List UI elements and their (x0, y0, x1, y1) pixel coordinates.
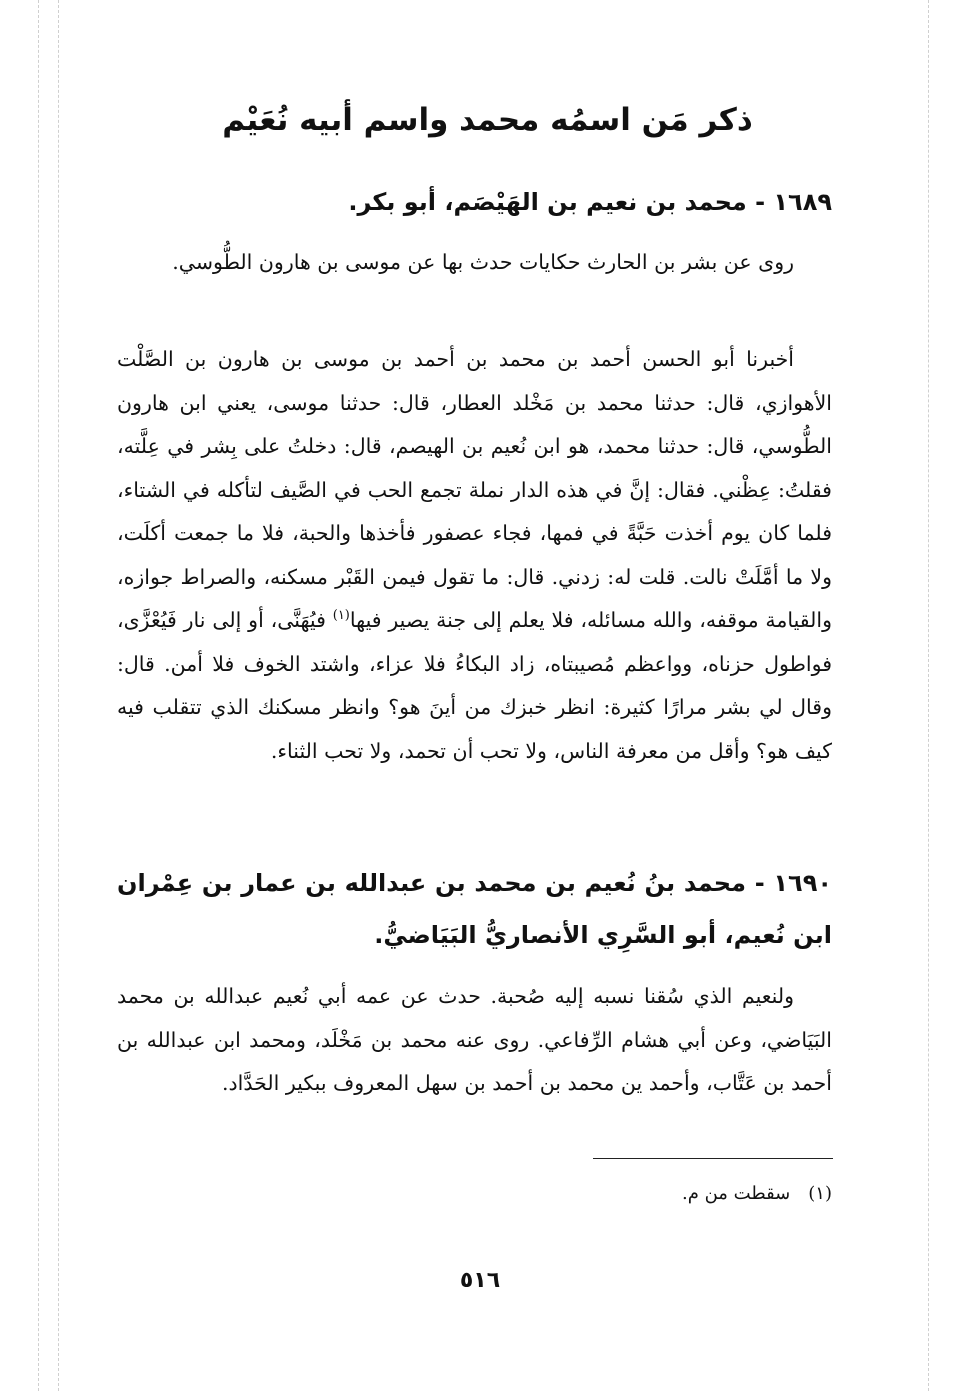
scan-edge-line (58, 0, 59, 1391)
scan-edge-line (928, 0, 929, 1391)
page-number: ٥١٦ (459, 1268, 501, 1293)
footnote-text: سقطت من م. (681, 1183, 791, 1204)
paragraph-text: فيُهَنَّى، أو إلى نار فَيُعْزَّى، فواطول حزناه، وواعظم مُصيبتاه، زاد البكاءُ فلا عزاء، واشتد الخوف فلا أمن. قال: وقال لي بشر مرارًا كثيرة: انظر خبزك من أينَ هو؟ وانظر مسكنك الذي تتقلب فيه كيف هو؟ وأقل من معرفة الناس، ولا تحب أن تحمد، ولا تحب الثناء. (117, 608, 832, 763)
entry-heading-1689: ١٦٨٩ - محمد بن نعيم بن الهَيْصَم، أبو بكر. (348, 188, 832, 216)
footnote-separator (593, 1158, 833, 1159)
entry-heading-1690: ١٦٩٠ - محمد بنُ نُعيم بن محمد بن عبدالله بن عمار بن عِمْران ابن نُعيم، أبو السَّرِي الأنصاريُّ البَيَاضيُّ. (117, 869, 832, 949)
scan-edge-line (38, 0, 39, 1391)
paragraph-biography: ولنعيم الذي سُقنا نسبه إليه صُحبة. حدث عن عمه أبي نُعيم عبدالله بن محمد البَيَاضي، وعن أبي هشام الرِّفاعي. روى عنه محمد بن مَخْلَد، ومحمد ابن عبدالله بن أحمد بن عَتَّاب، وأحمد ين محمد بن أحمد بن سهل المعروف ببكير الحَدَّاد. (117, 984, 832, 1095)
footnote (117, 1180, 832, 1208)
paragraph-isnad-story (117, 338, 832, 773)
footnote-reference: (١) (332, 608, 350, 624)
footnote-number: (١) (808, 1183, 832, 1204)
paragraph-text: أخبرنا أبو الحسن أحمد بن محمد بن أحمد بن موسى بن هارون بن الصَّلْت الأهوازي، قال: حدثنا محمد بن مَخْلد العطار، قال: حدثنا موسى، يعني ابن هارون الطُّوسي، قال: حدثنا محمد، هو ابن نُعيم بن الهيصم، قال: دخلتُ على بِشر في عِلَّته، فقلتُ: عِظْني. فقال: إنَّ في هذه الدار نملة تجمع الحب في الصَّيف لتأكله في الشتاء، فلما كان يوم أخذت حَبَّةً في فمها، فجاء عصفور فأخذها والحبة، فلا ما جمعت أكلَت، ولا ما أمَّلَتْ نالت. قلت له: زدني. قال: ما تقول فيمن القَبْر مسكنه، والصراط جوازه، والقيامة موقفه، والله مسائله، فلا يعلم إلى جنة يصير فيها (117, 347, 832, 632)
chapter-title: ذكر مَن اسمُه محمد واسم أبيه نُعَيْم (222, 102, 753, 138)
paragraph-narration: روى عن بشر بن الحارث حكايات حدث بها عن موسى بن هارون الطُّوسي. (172, 250, 794, 274)
